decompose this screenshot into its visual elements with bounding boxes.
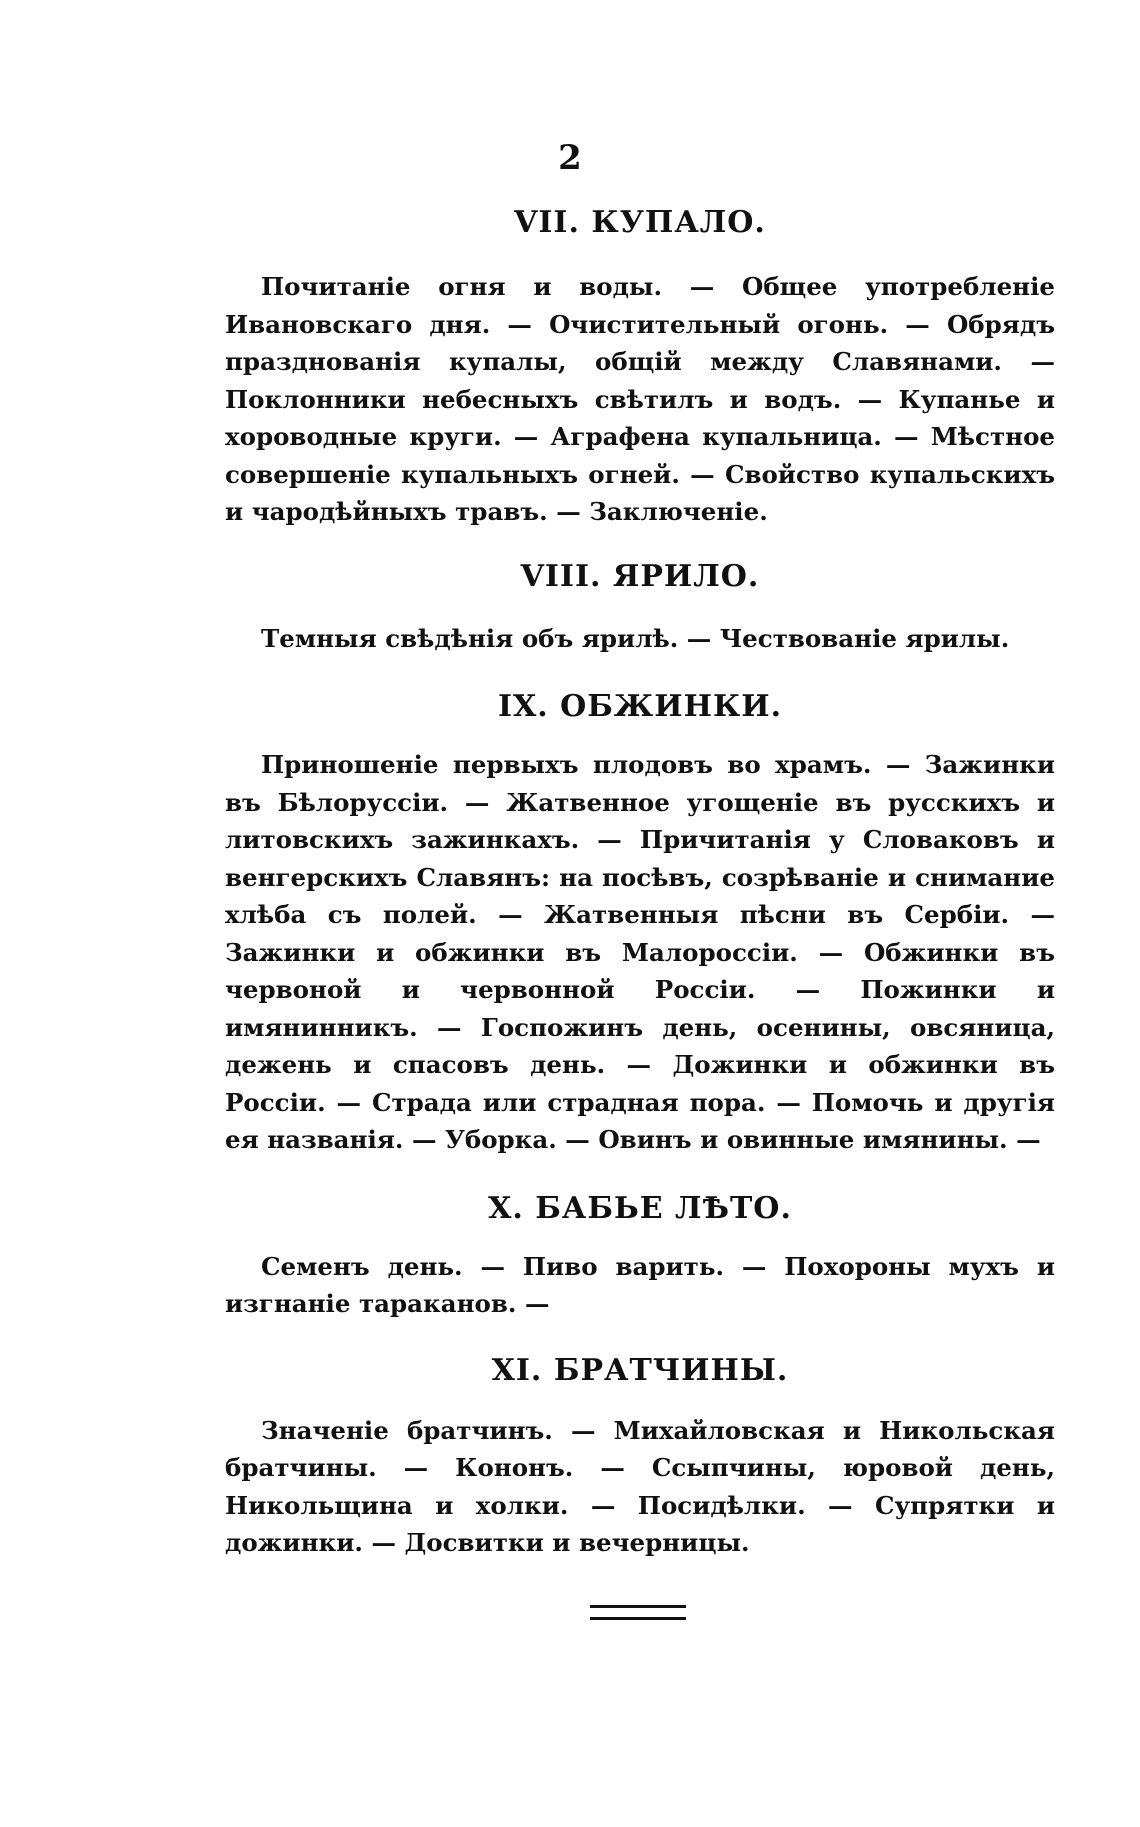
section-summary: Семенъ день. — Пиво варить. — Похороны мухъ и изгнаніе тараканов. — [225,1251,1055,1318]
section-bratchiny [225,1353,1055,1562]
end-double-rule [590,1605,686,1620]
section-summary: Почитаніе огня и воды. — Общее употребленіе Ивановскаго дня. — Очистительный огонь. — Обрядъ празднованія купалы, общій между Славянами. — Поклонники небесныхъ свѣтилъ и водъ. — Купанье и хороводные круги. — Аграфена купальница. — Мѣстное совершеніе купальныхъ огней. — Свойство купальскихъ и чародѣйныхъ травъ. — Заключеніе. [225,272,1055,526]
section-obzhinki [225,689,1055,1159]
section-kupalo [225,205,1055,531]
section-babye-leto [225,1191,1055,1323]
section-summary: Приношеніе первыхъ плодовъ во храмъ. — Зажинки въ Бѣлоруссіи. — Жатвенное угощеніе въ русскихъ и литовскихъ зажинкахъ. — Причитанія у Словаковъ и венгерскихъ Славянъ: на посѣвъ, созрѣваніе и снимание хлѣба съ полей. — Жатвенныя пѣсни въ Сербіи. — Зажинки и обжинки въ Малороссіи. — Обжинки въ червоной и червонной Россіи. — Пожинки и имянинникъ. — Госпожинъ день, осенины, овсяница, дежень и спасовъ день. — Дожинки и обжинки въ Россіи. — Страда или страдная пора. — Помочь и другія ея названія. — Уборка. — Овинъ и овинные имянины. — [225,750,1055,1154]
section-yarilo [225,559,1055,658]
section-summary: Значеніе братчинъ. — Михайловская и Никольская братчины. — Кононъ. — Ссыпчины, юровой день, Никольщина и холки. — Посидѣлки. — Супрятки и дожинки. — Досвитки и вечерницы. [225,1415,1055,1557]
section-heading: IX. ОБЖИНКИ. [497,689,783,724]
section-heading: VII. КУПАЛО. [514,205,766,240]
table-of-contents [225,205,1055,1562]
section-summary: Темныя свѣдѣнія объ ярилѣ. — Чествованіе ярилы. [261,623,1010,653]
section-heading: XI. БРАТЧИНЫ. [491,1352,789,1388]
section-heading: VIII. ЯРИЛО. [520,558,760,594]
section-heading: X. БАБЬЕ ЛѢТО. [488,1190,792,1226]
page-number: 2 [558,138,582,178]
